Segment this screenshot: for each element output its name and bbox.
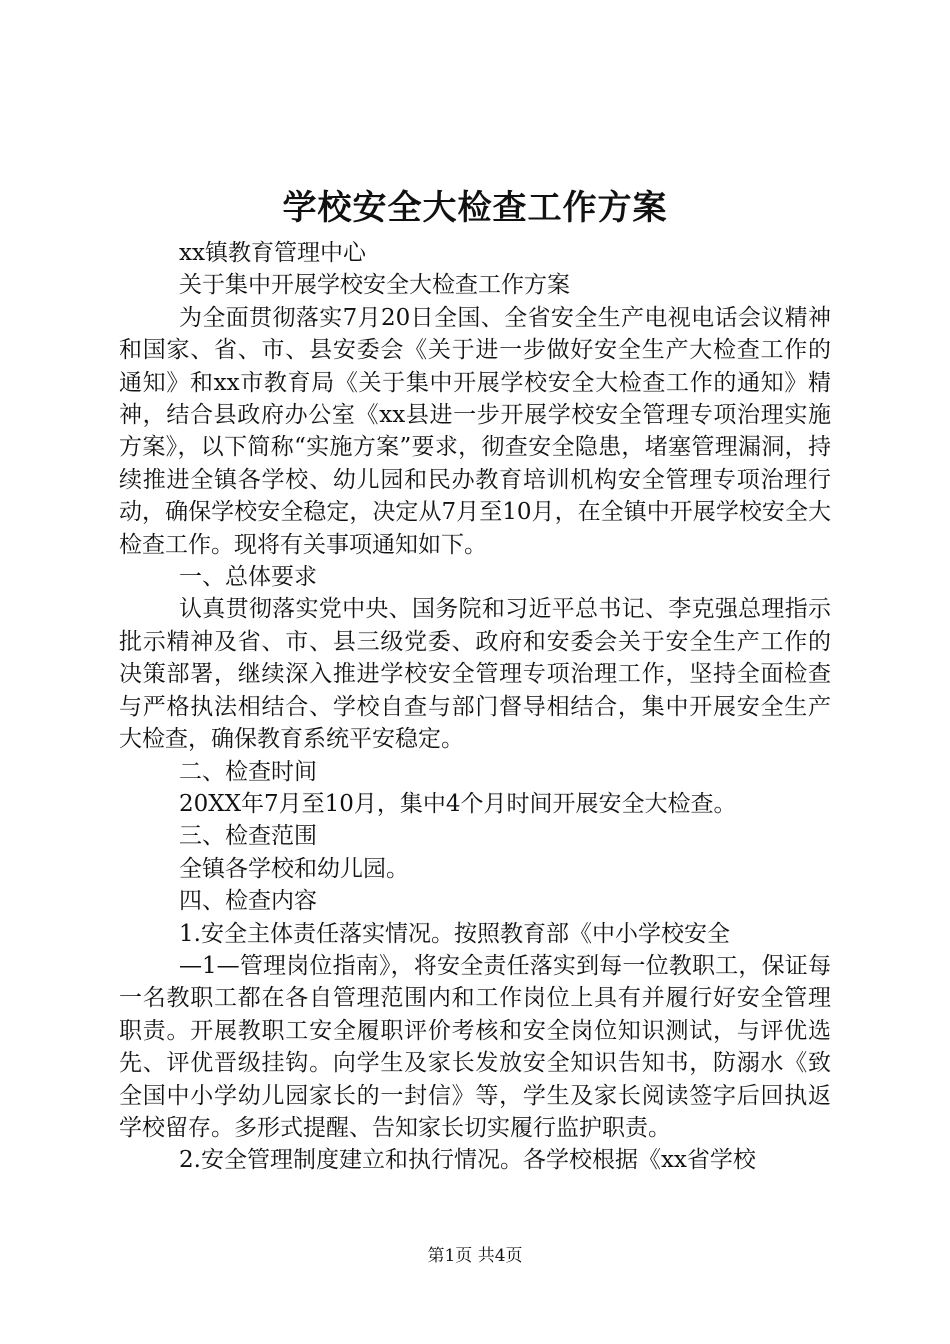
paragraph-issuer: xx镇教育管理中心 <box>179 240 366 266</box>
section-heading-2: 二、检查时间 <box>179 758 317 785</box>
section-heading-4: 四、检查内容 <box>179 888 317 915</box>
paragraph-item-1-continued: —1—管理岗位指南》，将安全责任落实到每一位教职工，保证每一名教职工都在各自管理范围内和工作岗位上具有并履行好安全管理职责。开展教职工安全履职评价考核和安全岗位知识测试，与评优选先、评优晋级挂钩。向学生及家长发放安全知识告知书，防溺水《致全国中小学幼儿园家长的一封信》等，学生及家长阅读签字后回执返学校留存。多形式提醒、告知家长切实履行监护职责。 <box>119 952 831 1141</box>
paragraph-time: 20XX年7月至10月，集中4个月时间开展安全大检查。 <box>179 790 737 817</box>
paragraph-item-2: 2.安全管理制度建立和执行情况。各学校根据《xx省学校 <box>179 1147 756 1174</box>
section-heading-1: 一、总体要求 <box>179 564 317 591</box>
document-body <box>119 237 831 1177</box>
paragraph-scope: 全镇各学校和幼儿园。 <box>179 855 409 882</box>
section-heading-3: 三、检查范围 <box>179 823 317 850</box>
paragraph-item-1: 1.安全主体责任落实情况。按照教育部《中小学校安全 <box>179 920 730 947</box>
document-title: 学校安全大检查工作方案 <box>282 188 668 228</box>
page-footer: 第1页 共4页 <box>427 1246 523 1266</box>
paragraph-subtitle: 关于集中开展学校安全大检查工作方案 <box>179 272 570 299</box>
paragraph-requirements: 认真贯彻落实党中央、国务院和习近平总书记、李克强总理指示批示精神及省、市、县三级党委、政府和安委会关于安全生产工作的决策部署，继续深入推进学校安全管理专项治理工作，坚持全面检查与严格执法相结合、学校自查与部门督导相结合，集中开展安全生产大检查，确保教育系统平安稳定。 <box>119 596 831 753</box>
paragraph-intro: 为全面贯彻落实7月20日全国、全省安全生产电视电话会议精神和国家、省、市、县安委会《关于进一步做好安全生产大检查工作的通知》和xx市教育局《关于集中开展学校安全大检查工作的通知》精神，结合县政府办公室《xx县进一步开展学校安全管理专项治理实施方案》，以下简称“实施方案”要求，彻查安全隐患，堵塞管理漏洞，持续推进全镇各学校、幼儿园和民办教育培训机构安全管理专项治理行动，确保学校安全稳定，决定从7月至10月，在全镇中开展学校安全大检查工作。现将有关事项通知如下。 <box>119 304 831 558</box>
